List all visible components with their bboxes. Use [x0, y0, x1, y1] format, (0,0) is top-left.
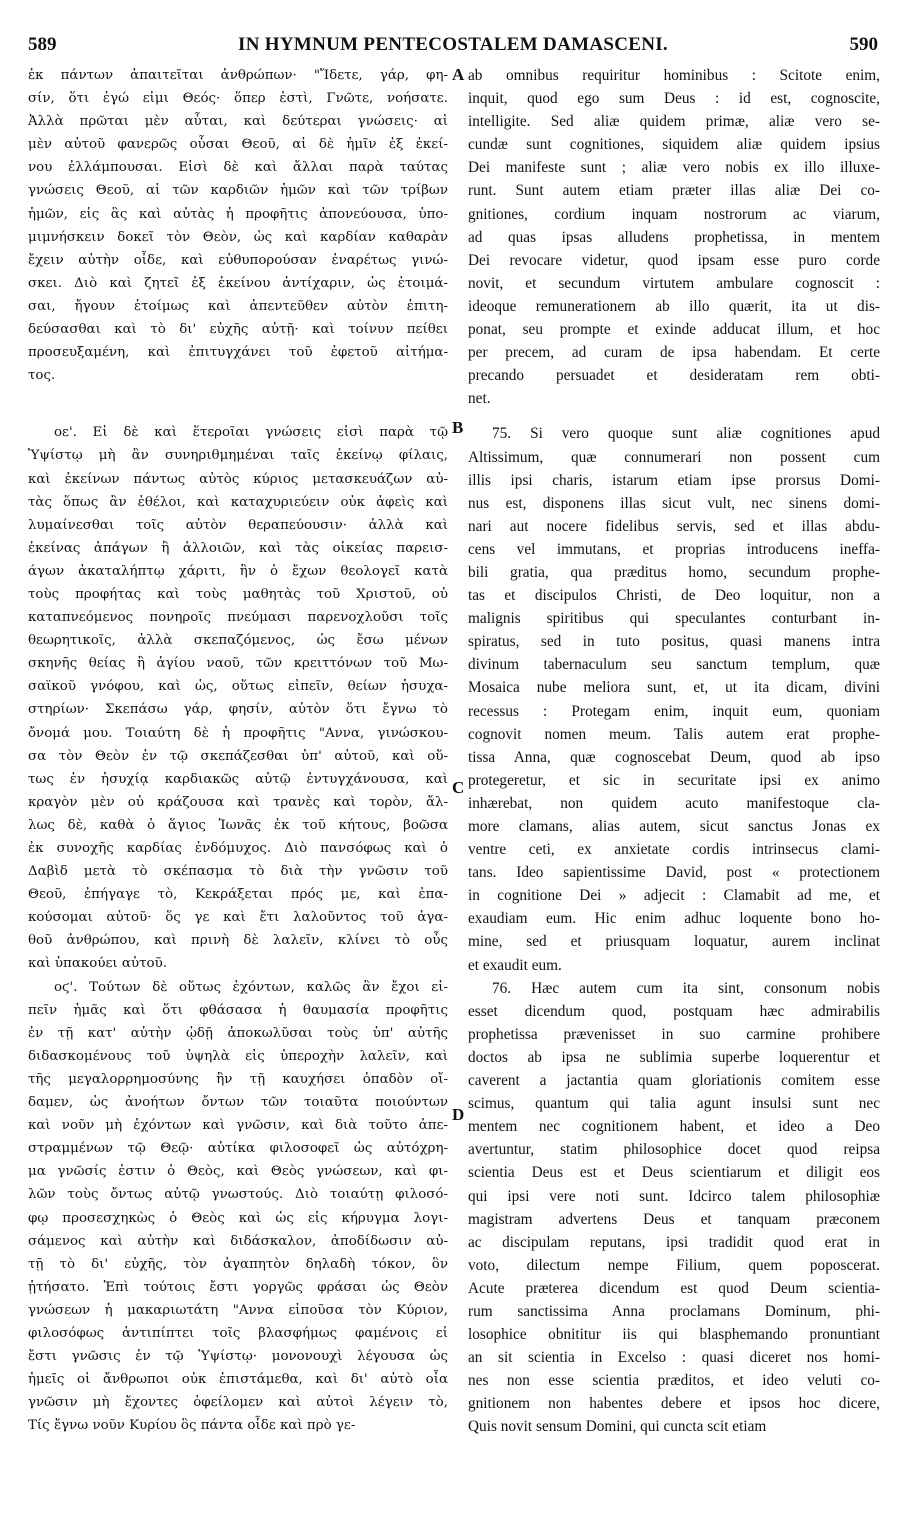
- text-line: voto, dilectum nempe Filium, quem poposcerat.: [468, 1256, 880, 1274]
- text-line: κούσομαι αὐτοῦ· ὅς γε καὶ ἔτι λαλοῦντος τοῦ ἀγα-: [28, 910, 448, 926]
- text-line: τὰς ὅπως ἂν ἐθέλοι, καὶ καταχυριεύειν οὐκ ἀφεὶς καὶ: [28, 494, 448, 510]
- text-line: cognovit nomen meum. Talis autem erat prophe-: [468, 725, 880, 743]
- text-line: Θεοῦ, ἐπήγαγε τὸ, Κεκράξεται πρός με, καὶ ἐπα-: [28, 887, 448, 903]
- text-line: Τίς ἔγνω νοῦν Κυρίου ὃς πάντα οἶδε καὶ πρὸ γε-: [28, 1418, 356, 1434]
- text-line: μα γνῶσίς ἐστιν ὁ Θεὸς, καὶ Θεὸς γνώσεων, καὶ φι-: [28, 1164, 448, 1180]
- text-line: caverent a jactantia quam gloriationis comitem esse: [468, 1072, 880, 1090]
- latin-paragraph: [468, 977, 880, 1439]
- text-line: ἐν τῇ κατ' αὐτὴν ᾠδῇ ἀποκωλῦσαι τοὺς ὑπ' αὐτῆς: [28, 1025, 448, 1041]
- text-line: σαϊκοῦ γνόφου, καὶ ὡς, οὕτως εἰπεῖν, θείων ἡσυχα-: [28, 679, 448, 695]
- text-line: ad quas ipsas alludens prophetissa, in mentem: [468, 228, 880, 246]
- text-line: 75. Si vero quoque sunt aliæ cognitiones apud: [492, 425, 880, 443]
- text-line: λυμαίνεσθαι τοῖς αὐτὸν θεραπεύουσιν· ἀλλὰ καὶ: [28, 517, 448, 533]
- text-line: τος.: [28, 368, 56, 384]
- text-line: Ὑψίστῳ μὴ ἂν συνηριθμημέναι ταῖς ἐκείνῳ φίλαις,: [28, 448, 448, 464]
- running-title: IN HYMNUM PENTECOSTALEM DAMASCENI.: [238, 34, 668, 55]
- text-line: καὶ ὑπακούει αὐτοῦ.: [28, 956, 167, 972]
- text-line: doctos ab ipsa ne sublimia superbe loquerentur et: [468, 1048, 880, 1066]
- text-line: Dei manifeste sunt ; aliæ vero nobis ex illo illuxe-: [468, 159, 880, 177]
- text-line: ponat, seu prompte et exinde adducat illum, et hoc: [468, 321, 880, 339]
- text-line: Δαβὶδ μετὰ τὸ σκέπασμα τὸ διὰ τὴν γνῶσιν τοῦ: [28, 864, 448, 880]
- text-line: bili gratia, qua præditus homo, secundum prophe-: [468, 563, 880, 581]
- text-line: διδασκομένους τοῦ ὑψηλὰ εἰς ὑπεροχὴν λαλεῖν, καὶ: [28, 1048, 448, 1064]
- text-line: scimus, quantum qui talia agunt insulsi sunt nec: [468, 1095, 880, 1113]
- text-line: ἐκ πάντων ἀπαιτεῖται ἀνθρώπων· "Ἴδετε, γάρ, φη-: [28, 68, 448, 83]
- text-line: φῳ προσεσχηκὼς ὁ Θεὸς καὶ ὡς εἰς κήρυγμα λογι-: [28, 1210, 448, 1226]
- text-line: στηρίων· Σκεπάσω γάρ, φησίν, αὐτὸν ὅτι ἔγνω τὸ: [28, 702, 448, 718]
- text-line: δεύσασθαι καὶ τὸ δι' εὐχῆς αὐτῇ· καὶ τοίνυν πείθει: [28, 322, 448, 338]
- text-line: spiratus, sed in tuto positus, quasi manens intra: [468, 633, 880, 651]
- text-line: ἡμεῖς οἱ ἄνθρωποι οὐκ ἐπιστάμεθα, καὶ δι' αὐτὸ οἷα: [28, 1372, 448, 1388]
- text-line: more clamans, alias autem, sicut sanctus Jonas ex: [468, 818, 880, 835]
- text-line: καὶ ἐκείνων πάντως αὐτὸς κύριος μετασκευάζων αὐ-: [28, 471, 448, 487]
- text-line: Dei revocare videtur, quod ipsam esse puro corde: [468, 251, 880, 269]
- latin-paragraph: [468, 422, 880, 976]
- text-line: et exaudit eum.: [468, 956, 562, 974]
- text-line: θεωρητικοῖς, ἀλλὰ σκεπαζόμενος, ὡς ἔσω μένων: [28, 633, 448, 649]
- text-line: πεῖν ἡμᾶς καὶ ὅτι φθάσασα ἡ θαυμασία προφῆτις: [28, 1002, 448, 1018]
- text-line: Altissimum, quæ connumerari non possent cum: [468, 448, 880, 466]
- greek-paragraph: [28, 421, 448, 975]
- text-line: qui ipsi vere noti sunt. Idcirco talem philosophiæ: [468, 1187, 880, 1205]
- text-line: ac discipulam reputans, ipsi tradidit quod erat in: [468, 1233, 880, 1251]
- text-line: δαμεν, ὡς ἀνοήτων ὄντων τῶν τοιαῦτα ποιούντων: [28, 1095, 448, 1111]
- text-line: inhærebat, non quidem acuto manifestoque cla-: [468, 794, 880, 812]
- text-line: in cognitione Dei » adjecit : Clamabit ad me, et: [468, 887, 880, 905]
- text-line: σάμενος καὶ αὐτὴν καὶ διδάσκαλον, ἀποδίδωσιν αὐ-: [28, 1233, 448, 1249]
- text-line: οϛ'. Τούτων δὲ οὕτως ἐχόντων, καλῶς ἂν ἔχοι εἰ-: [54, 979, 448, 995]
- page-header: [28, 34, 878, 58]
- text-line: τοὺς προφήτας καὶ τοὺς μαθητὰς τοῦ Χριστοῦ, οὐ: [28, 586, 448, 602]
- text-line: μὲν αὐτοῦ φανερῶς οὖσαι Θεοῦ, αἱ δὲ ἡμῖν ἐξ ἐκεί-: [28, 137, 448, 153]
- text-line: avertuntur, statim philosophice docet quod reipsa: [468, 1141, 880, 1159]
- text-line: μιμνήσκειν δοκεῖ τὸν Θεὸν, ὡς καὶ καρδίαν καθαρὰν: [28, 229, 448, 245]
- margin-marker-b: B: [452, 418, 464, 437]
- text-line: prophetissa prævenisset in suo carmine prohibere: [468, 1025, 880, 1043]
- text-line: γνῶσιν μὴ ἔχοντες ὀφείλομεν καὶ αὐτοὶ λέγειν τὸ,: [28, 1395, 448, 1411]
- greek-paragraph: [28, 976, 448, 1438]
- margin-marker-c: C: [452, 778, 465, 797]
- margin-marker-a: A: [452, 65, 465, 84]
- text-line: κραγὸν μὲν οὐ κράζουσα καὶ τρανὲς καὶ τορὸν, ἄλ-: [28, 794, 448, 810]
- text-line: protegeretur, et sic in securitate ipsi ex animo: [468, 771, 880, 789]
- text-line: gnitionem non habentes debere et ipsos hoc dicere,: [468, 1395, 880, 1413]
- text-line: τῆς μεγαλορρημοσύνης ἣν τῇ καυχήσει ὀπαδὸν οἴ-: [28, 1071, 448, 1087]
- text-line: ὄνομά μου. Τοιαύτη δὲ ἡ προφῆτις "Αννα, γινώσκου-: [28, 725, 448, 741]
- text-line: an sit scientia in Excelso : quasi diceret nos homi-: [468, 1349, 880, 1367]
- text-line: cundæ sunt cognitiones, siquidem aliæ quidem ipsius: [468, 136, 880, 154]
- text-line: στραμμένων τῷ Θεῷ· αὐτίκα φιλοσοφεῖ ὡς αὐτόχρη-: [28, 1141, 448, 1157]
- text-line: mentem nec cognitionem habent, et ideo a Deo: [468, 1118, 880, 1136]
- text-line: προσευξαμένη, καὶ ἐπιτυγχάνει τοῦ ἐφετοῦ αἰτήμα-: [28, 345, 448, 361]
- text-line: τῇ τὸ δι' εὐχῆς, τὸν ἀγαπητὸν δηλαδὴ τόκον, ὃν: [28, 1256, 448, 1272]
- margin-marker-d: D: [452, 1105, 465, 1124]
- text-line: tas et discipulos Christi, de Deo loquitur, non a: [468, 587, 880, 605]
- text-line: scientia Deus est et Deus scientiarum et diligit eos: [468, 1164, 880, 1182]
- page-number-left: 589: [28, 34, 57, 55]
- greek-paragraph: [28, 64, 448, 387]
- text-line: rum sanctissima Anna proclamans Dominum, phi-: [468, 1302, 880, 1320]
- text-line: tans. Ideo sapientissime David, post « protectionem: [468, 864, 880, 882]
- text-line: esset dicendum quod, postquam hæc admirabilis: [468, 1002, 880, 1020]
- text-line: divinum tabernaculum seu sanctum templum, quæ: [468, 656, 880, 674]
- text-line: recessus : Protegam enim, inquit eum, quoniam: [468, 702, 880, 720]
- text-line: τως ἐν ἡσυχίᾳ καρδιακῶς αὐτῷ ἐντυγχάνουσα, καὶ: [28, 771, 448, 787]
- latin-column: [468, 64, 880, 1439]
- text-line: λως δὲ, καθὰ ὁ ἅγιος Ἰωνᾶς ἐκ τοῦ κήτους, βοῶσα: [28, 817, 448, 833]
- text-line: λῶν τοὺς ὄντως αὐτῷ γνωστούς. Διὸ τοιαύτῃ φιλοσό-: [28, 1187, 448, 1203]
- text-line: ἔστι γνῶσις ἐν τῷ Ὑψίστῳ· μονονουχὶ λέγουσα ὡς: [28, 1349, 448, 1365]
- text-line: σκει. Διὸ καὶ ζητεῖ ἐξ ἐκείνου ἀντίχαριν, ὡς ἑτοιμά-: [28, 275, 448, 291]
- text-line: οε'. Εἰ δὲ καὶ ἕτεροῖαι γνώσεις εἰσὶ παρὰ τῷ: [54, 425, 448, 441]
- text-line: φιλοσόφως ἀντιπίπτει τοῖς βλασφήμως φαμένοις εἰ: [28, 1325, 448, 1341]
- text-line: tissa Anna, quæ cognoscebat Deum, quod ab ipso: [468, 748, 880, 766]
- text-line: net.: [468, 390, 491, 408]
- text-line: nus est, disponens illas sicut vult, nec sinens domi-: [468, 494, 880, 512]
- text-line: καὶ νοῦν μὴ ἐχόντων καὶ γνῶσιν, καὶ διὰ τοῦτο ἀπε-: [28, 1118, 448, 1134]
- page-number-right: 590: [849, 34, 878, 55]
- text-line: per precem, ad curam de ipsa habendam. Et certe: [468, 344, 880, 362]
- text-line: exaudiam eum. Hic enim adhuc loquente bono ho-: [468, 910, 880, 928]
- text-line: 76. Hæc autem cum ita sint, consonum nobis: [492, 979, 880, 997]
- text-line: σκηνῆς θείας ἢ ἁγίου ναοῦ, τῶν κρειττόνων τοῦ Μω-: [28, 656, 448, 672]
- text-line: mine, sed et priusquam loquatur, aurem inclinat: [468, 933, 880, 951]
- text-line: malignis spiritibus qui speculantes conturbant in-: [468, 610, 880, 628]
- text-line: σίν, ὅτι ἐγώ εἰμι Θεός· ὅπερ ἐστὶ, Γνῶτε, νοήσατε.: [28, 91, 448, 107]
- text-line: Ἀλλὰ πρῶται μὲν αὗται, καὶ δεύτεραι γνώσεις· αἱ: [28, 114, 448, 130]
- latin-paragraph: [468, 64, 880, 410]
- text-line: intelligite. Sed aliæ quidem primæ, aliæ vero se-: [468, 113, 880, 131]
- text-line: novit, et secundum virtutem ambulare cognoscit :: [468, 274, 880, 292]
- text-line: ἔχειν αὐτὴν οἶδε, καὶ εὐθυπορούσαν ἐναρέτως γινώ-: [28, 252, 448, 268]
- text-line: ventre ceti, ex anxietate cordis intrinsecus clami-: [468, 841, 880, 859]
- text-line: ab omnibus requiritur hominibus : Scitote enim,: [468, 67, 880, 84]
- text-line: Acute præterea dicendum est quod Deum scientia-: [468, 1279, 880, 1297]
- text-line: gnitiones, cordium inquam nostrorum ac viarum,: [468, 205, 880, 223]
- text-line: Quis novit sensum Domini, qui cuncta scit etiam: [468, 1418, 767, 1436]
- text-line: γνώσεις Θεοῦ, αἱ τῶν καρδιῶν ἡμῶν καὶ τῶν τρίβων: [28, 183, 448, 199]
- text-line: σα τὸν Θεὸν ἐν τῷ σκεπάζεσθαι ὑπ' αὐτοῦ, καὶ οὕ-: [28, 748, 448, 764]
- text-line: σαι, ἤγουν ἑτοίμως καὶ ἀπεντεῦθεν αὐτὸν ἐπιτη-: [28, 298, 448, 314]
- text-line: ideoque remunerationem ab illo quærit, ita ut dis-: [468, 297, 880, 315]
- text-line: inquit, quod ego sum Deus : id est, cognoscite,: [468, 90, 880, 108]
- greek-column: [28, 64, 448, 1437]
- text-line: ἐκ συνοχῆς καρδίας ἐνδόμυχος. Διὸ πανσόφως καὶ ὁ: [28, 841, 448, 856]
- text-line: γνώσεων ἡ μακαριωτάτη "Αννα εἰποῦσα τὸν Κύριον,: [28, 1302, 448, 1318]
- text-line: losophice obnititur iis qui blasphemando pronuntiant: [468, 1326, 880, 1344]
- text-line: άγων ἀκαταλήπτῳ χάριτι, ἣν ὁ ἔχων θεολογεῖ κατὰ: [28, 563, 448, 579]
- text-line: nes non esse scientia præditos, et ideo veluti co-: [468, 1372, 880, 1390]
- text-line: runt. Sunt autem etiam præter illas aliæ Dei co-: [468, 182, 880, 200]
- text-line: precando persuadet et desideratam rem obti-: [468, 367, 880, 385]
- text-line: ἡμῶν, εἰς ἃς καὶ αὐτὰς ἡ προφῆτις ἀπονεύουσα, ὑπο-: [28, 206, 448, 222]
- text-line: ἐκείνας ἀπάγων ἢ ἀλλοιῶν, καὶ τὰς οἰκείας παρεισ-: [28, 540, 448, 556]
- text-line: magistram advertens Deus et tanquam præconem: [468, 1210, 880, 1228]
- text-line: cens vel immutans, et proprias introducens ineffa-: [468, 540, 880, 558]
- text-line: καταπνεόμενος πονηροῖς πνεύμασι παρενοχλοῦσι τοῖς: [28, 610, 448, 626]
- text-line: ᾐτήσατο. Ἐπὶ τούτοις ἔστι γοργῶς φράσαι ὡς Θεὸν: [28, 1279, 448, 1295]
- text-line: nari aut nocere fidelibus servis, sed et illas abdu-: [468, 517, 880, 535]
- text-line: illis ipsi charis, istarum etiam ipse prorsus Domi-: [468, 471, 880, 489]
- text-line: νου ἐλλάμπουσαι. Εἰσὶ δὲ καὶ ἄλλαι παρὰ ταύτας: [28, 160, 448, 176]
- text-line: θοῦ ἀνθρώπου, καὶ πρινὴ δὲ λαλεῖν, κλίνει τὸ οὖς: [28, 933, 448, 949]
- text-line: Mosaica nube meliora sunt, et, ut ita dicam, divini: [468, 679, 880, 697]
